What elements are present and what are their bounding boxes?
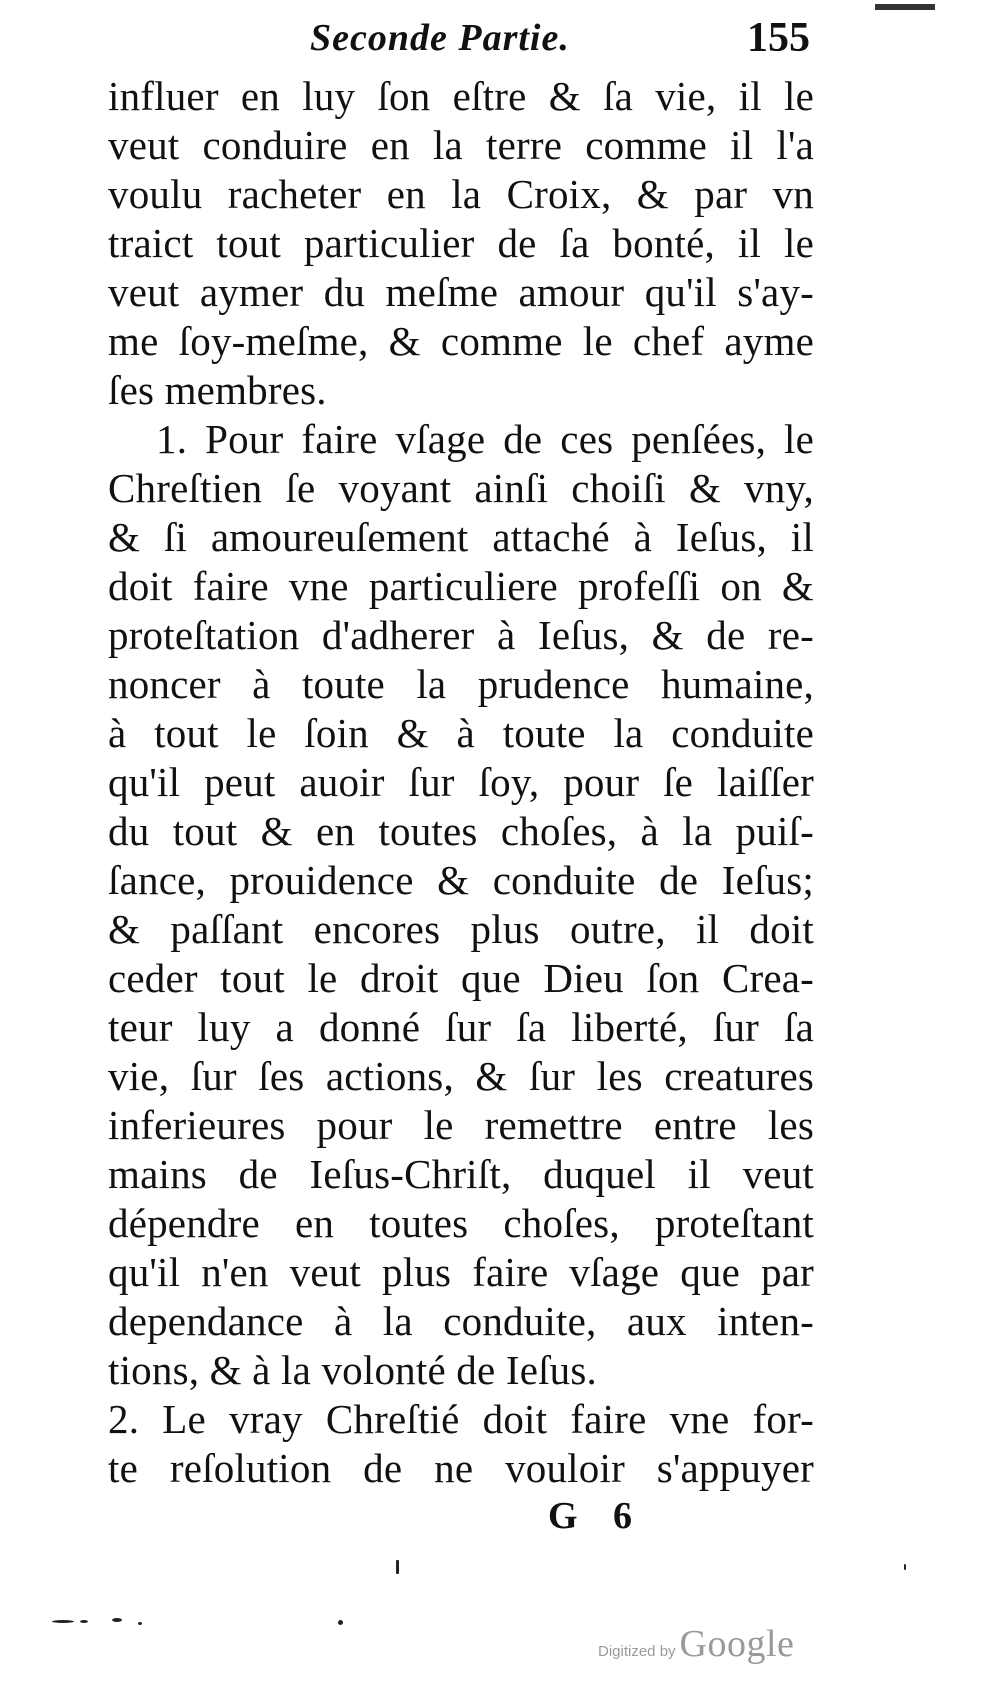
text-line: voulu racheter en la Croix, & par vn [108, 171, 814, 217]
scan-speck [138, 1622, 142, 1625]
text-line: qu'il peut auoir ſur ſoy, pour ſe laiſſer [108, 759, 814, 805]
text-line: influer en luy ſon eſtre & ſa vie, il le [108, 73, 814, 119]
scan-mark [875, 4, 935, 10]
text-line: mains de Ieſus-Chriſt, duquel il veut [108, 1151, 814, 1197]
text-line: & ſi amoureuſement attaché à Ieſus, il [108, 514, 814, 560]
page-number: 155 [747, 15, 810, 61]
text-line: & paſſant encores plus outre, il doit [108, 906, 814, 952]
text-line: traict tout particulier de ſa bonté, il le [108, 220, 814, 266]
running-head [300, 14, 810, 64]
text-line: ſes membres. [108, 367, 327, 413]
digitization-watermark [598, 1622, 794, 1666]
text-line: qu'il n'en veut plus faire vſage que par [108, 1249, 814, 1295]
scan-speck [904, 1564, 906, 1570]
text-line: proteſtation d'adherer à Ieſus, & de re- [108, 612, 814, 658]
scan-speck [396, 1560, 399, 1574]
text-line: Chreſtien ſe voyant ainſi choiſi & vny, [108, 465, 814, 511]
text-line: à tout le ſoin & à toute la conduite [108, 710, 814, 756]
text-line: inferieures pour le remettre entre les [108, 1102, 814, 1148]
text-line: dependance à la conduite, aux inten- [108, 1298, 814, 1344]
watermark-prefix: Digitized by [598, 1643, 676, 1660]
signature-mark: G 6 [548, 1495, 633, 1537]
text-line: dépendre en toutes choſes, proteſtant [108, 1200, 814, 1246]
scan-speck [80, 1620, 88, 1623]
scan-speck [338, 1620, 343, 1625]
text-line: ſance, prouidence & conduite de Ieſus; [108, 857, 814, 903]
paragraph-start: 2. Le vray Chreſtié doit faire vne for- [108, 1396, 814, 1442]
text-line: vie, ſur ſes actions, & ſur les creatures [108, 1053, 814, 1099]
text-line: noncer à toute la prudence humaine, [108, 661, 814, 707]
paragraph-start: 1. Pour faire vſage de ces penſées, le [156, 416, 814, 462]
text-line: veut aymer du meſme amour qu'il s'ay- [108, 269, 814, 315]
google-logo: Google [679, 1623, 795, 1665]
text-line: me ſoy-meſme, & comme le chef ayme [108, 318, 814, 364]
text-line: te reſolution de ne vouloir s'appuyer [108, 1445, 814, 1491]
text-line: teur luy a donné ſur ſa liberté, ſur ſa [108, 1004, 814, 1050]
body-text [108, 72, 814, 1493]
text-line: tions, & à la volonté de Ieſus. [108, 1347, 597, 1393]
running-title: Seconde Partie. [310, 17, 570, 59]
scan-speck [52, 1620, 74, 1623]
text-line: veut conduire en la terre comme il l'a [108, 122, 814, 168]
text-line: du tout & en toutes choſes, à la puiſ- [108, 808, 814, 854]
text-line: ceder tout le droit que Dieu ſon Crea- [108, 955, 814, 1001]
scan-speck [112, 1618, 122, 1622]
text-line: doit faire vne particuliere profeſſi on & [108, 563, 814, 609]
